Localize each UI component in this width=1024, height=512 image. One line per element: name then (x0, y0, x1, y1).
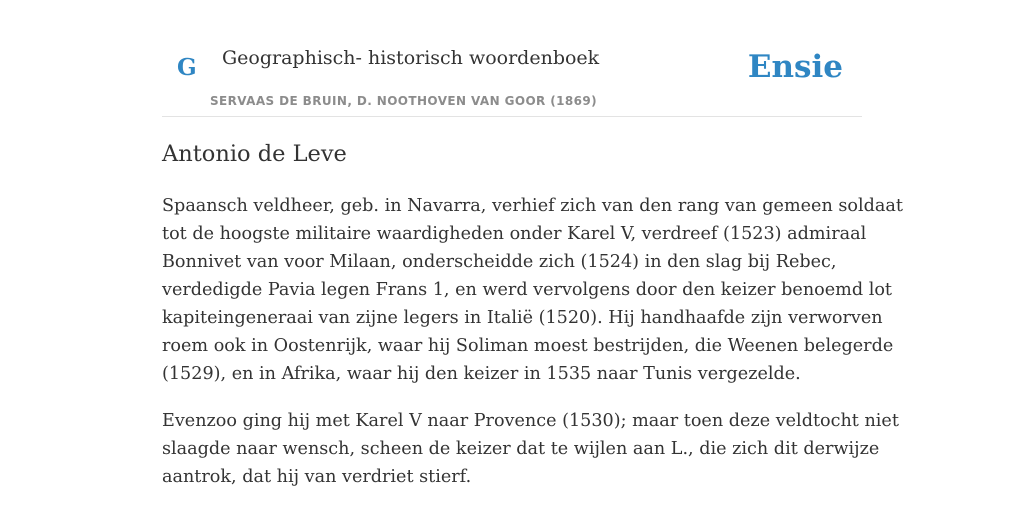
text-line: Spaansch veldheer, geb. in Navarra, verhief zich van den rang van gemeen soldaat (162, 196, 903, 216)
text-line: verdedigde Pavia legen Frans 1, en werd vervolgens door den keizer benoemd lot (162, 280, 893, 300)
book-title[interactable]: Geographisch- historisch woordenboek (222, 47, 600, 69)
entry-paragraph (162, 192, 903, 388)
text-line: Bonnivet van voor Milaan, onderscheidde zich (1524) in den slag bij Rebec, (162, 252, 837, 272)
book-author[interactable]: SERVAAS DE BRUIN, D. NOOTHOVEN VAN GOOR (1869) (210, 94, 598, 108)
entry-title: Antonio de Leve (162, 141, 347, 167)
entry-paragraph (162, 407, 899, 491)
text-line: aantrok, dat hij van verdriet stierf. (162, 467, 472, 487)
text-line: Evenzoo ging hij met Karel V naar Provence (1530); maar toen deze veldtocht niet (162, 411, 899, 431)
book-logo-icon[interactable]: G (177, 54, 197, 81)
text-line: (1529), en in Afrika, waar hij den keizer in 1535 naar Tunis vergezelde. (162, 364, 801, 384)
text-line: slaagde naar wensch, scheen de keizer dat te wijlen aan L., die zich dit derwijze (162, 439, 880, 459)
text-line: roem ook in Oostenrijk, waar hij Soliman moest bestrijden, die Weenen belegerde (162, 336, 894, 356)
ensie-logo[interactable]: Ensie (747, 49, 843, 85)
text-line: tot de hoogste militaire waardigheden onder Karel V, verdreef (1523) admiraal (162, 224, 867, 244)
text-line: kapiteingeneraai van zijne legers in Italië (1520). Hij handhaafde zijn verworven (162, 308, 883, 328)
book-header (162, 0, 862, 117)
entry-content (162, 192, 903, 510)
